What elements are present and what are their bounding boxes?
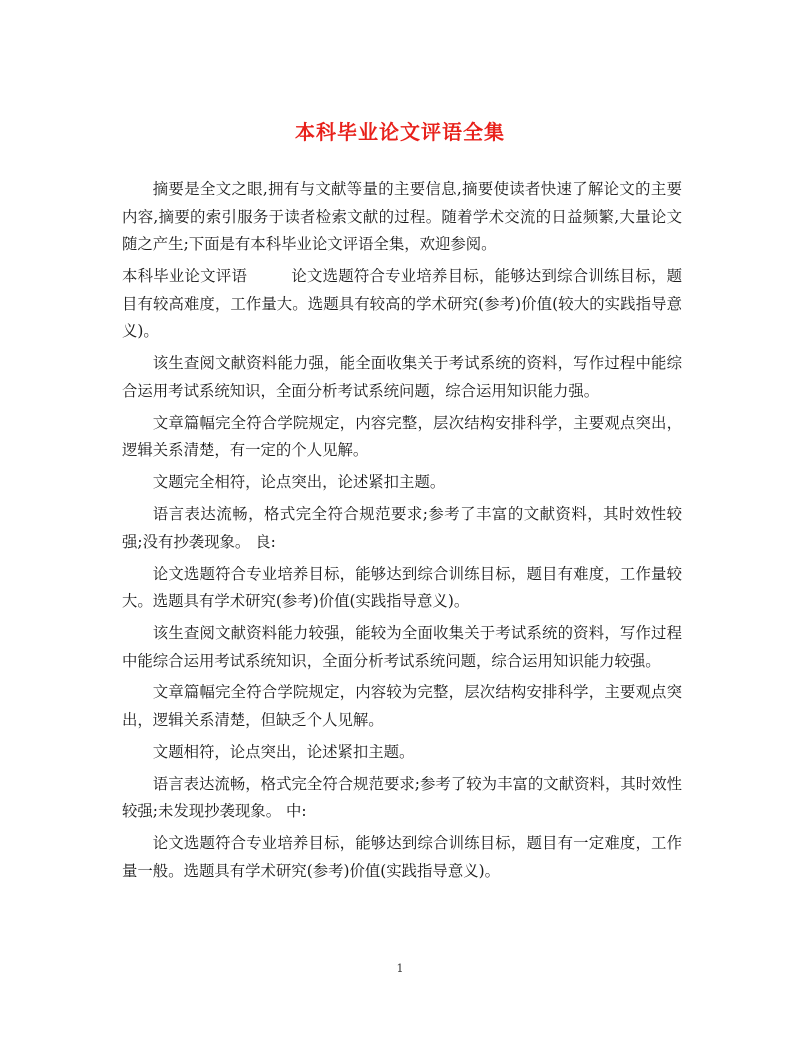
paragraph: 语言表达流畅，格式完全符合规范要求;参考了较为丰富的文献资料，其时效性较强;未发现抄袭现象。 中:	[122, 774, 682, 821]
paragraph: 论文选题符合专业培养目标，能够达到综合训练目标，题目有一定难度，工作量一般。选题具有学术研究(参考)价值(实践指导意义)。	[122, 834, 682, 880]
paragraph: 文章篇幅完全符合学院规定，内容较为完整，层次结构安排科学，主要观点突出，逻辑关系清楚，但缺乏个人见解。	[122, 683, 682, 730]
paragraph: 文题相符，论点突出，论述紧扣主题。	[152, 742, 415, 761]
paragraph: 文章篇幅完全符合学院规定，内容完整，层次结构安排科学，主要观点突出，逻辑关系清楚，有一定的个人见解。	[122, 413, 682, 460]
intro-paragraph: 摘要是全文之眼,拥有与文献等量的主要信息,摘要使读者快速了解论文的主要内容,摘要的索引服务于读者检索文献的过程。随着学术交流的日益频繁,大量论文随之产生;下面是有本科毕业论文评语全集，欢迎参阅。	[122, 180, 682, 254]
document-title: 本科毕业论文评语全集	[295, 120, 505, 144]
page-number: 1	[396, 962, 404, 975]
paragraph: 文题完全相符，论点突出，论述紧扣主题。	[152, 473, 446, 492]
section-first-paragraph	[122, 263, 682, 346]
paragraph: 该生查阅文献资料能力较强，能较为全面收集关于考试系统的资料，写作过程中能综合运用考试系统知识，全面分析考试系统问题，综合运用知识能力较强。	[122, 623, 682, 670]
paragraph: 论文选题符合专业培养目标，能够达到综合训练目标，题目有难度，工作量较大。选题具有学术研究(参考)价值(实践指导意义)。	[122, 564, 682, 611]
paragraph: 语言表达流畅，格式完全符合规范要求;参考了丰富的文献资料，其时效性较强;没有抄袭现象。 良:	[122, 505, 682, 551]
paragraph: 该生查阅文献资料能力强，能全面收集关于考试系统的资料，写作过程中能综合运用考试系统知识，全面分析考试系统问题，综合运用知识能力强。	[122, 354, 682, 400]
document-body	[122, 176, 682, 890]
section-label: 本科毕业论文评语	[122, 267, 248, 286]
section-first-text: 论文选题符合专业培养目标，能够达到综合训练目标，题目有较高难度，工作量大。选题具有较高的学术研究(参考)价值(较大的实践指导意义)。	[122, 267, 682, 341]
